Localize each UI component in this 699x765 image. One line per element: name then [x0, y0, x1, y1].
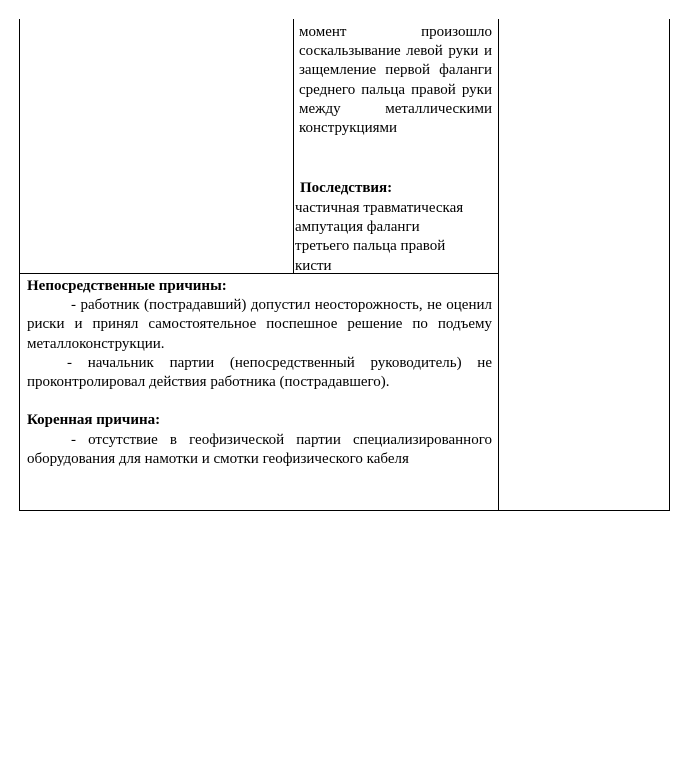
event-description: [299, 23, 492, 138]
table-border-col2: [498, 19, 499, 511]
consequences-title: Последствия:: [300, 180, 393, 196]
immediate-cause-item-2: - начальник партии (непосредственный руководитель) не проконтролировал действия работника (пострадавшего).: [27, 354, 492, 391]
consequences-line: третьего пальца правой: [295, 238, 446, 255]
consequences-text: [295, 199, 495, 276]
immediate-causes-title: Непосредственные причины:: [27, 278, 227, 294]
table-border-col1: [293, 19, 294, 274]
table-border-bottom: [19, 510, 670, 511]
event-description-text: момент произошло соскальзывание левой руки и защемление первой фаланги среднего пальца правой руки между металлическими конструкциями: [299, 24, 492, 137]
immediate-cause-item-1: - работник (пострадавший) допустил неосторожность, не оценил риски и принял самостоятельное поспешное решение по подъему металлоконструкции.: [27, 297, 492, 352]
table-border-left: [19, 19, 20, 511]
causes-section: [27, 277, 492, 469]
consequences-line: кисти: [295, 257, 332, 274]
root-cause-item-1: - отсутствие в геофизической партии специализированного оборудования для намотки и смотки геофизического кабеля: [27, 431, 492, 467]
root-cause-title: Коренная причина:: [27, 412, 161, 429]
table-border-right: [669, 19, 670, 511]
consequences-line: частичная травматическая: [295, 200, 464, 216]
spacer: [27, 392, 492, 411]
consequences-line: ампутация фаланги: [295, 219, 420, 236]
